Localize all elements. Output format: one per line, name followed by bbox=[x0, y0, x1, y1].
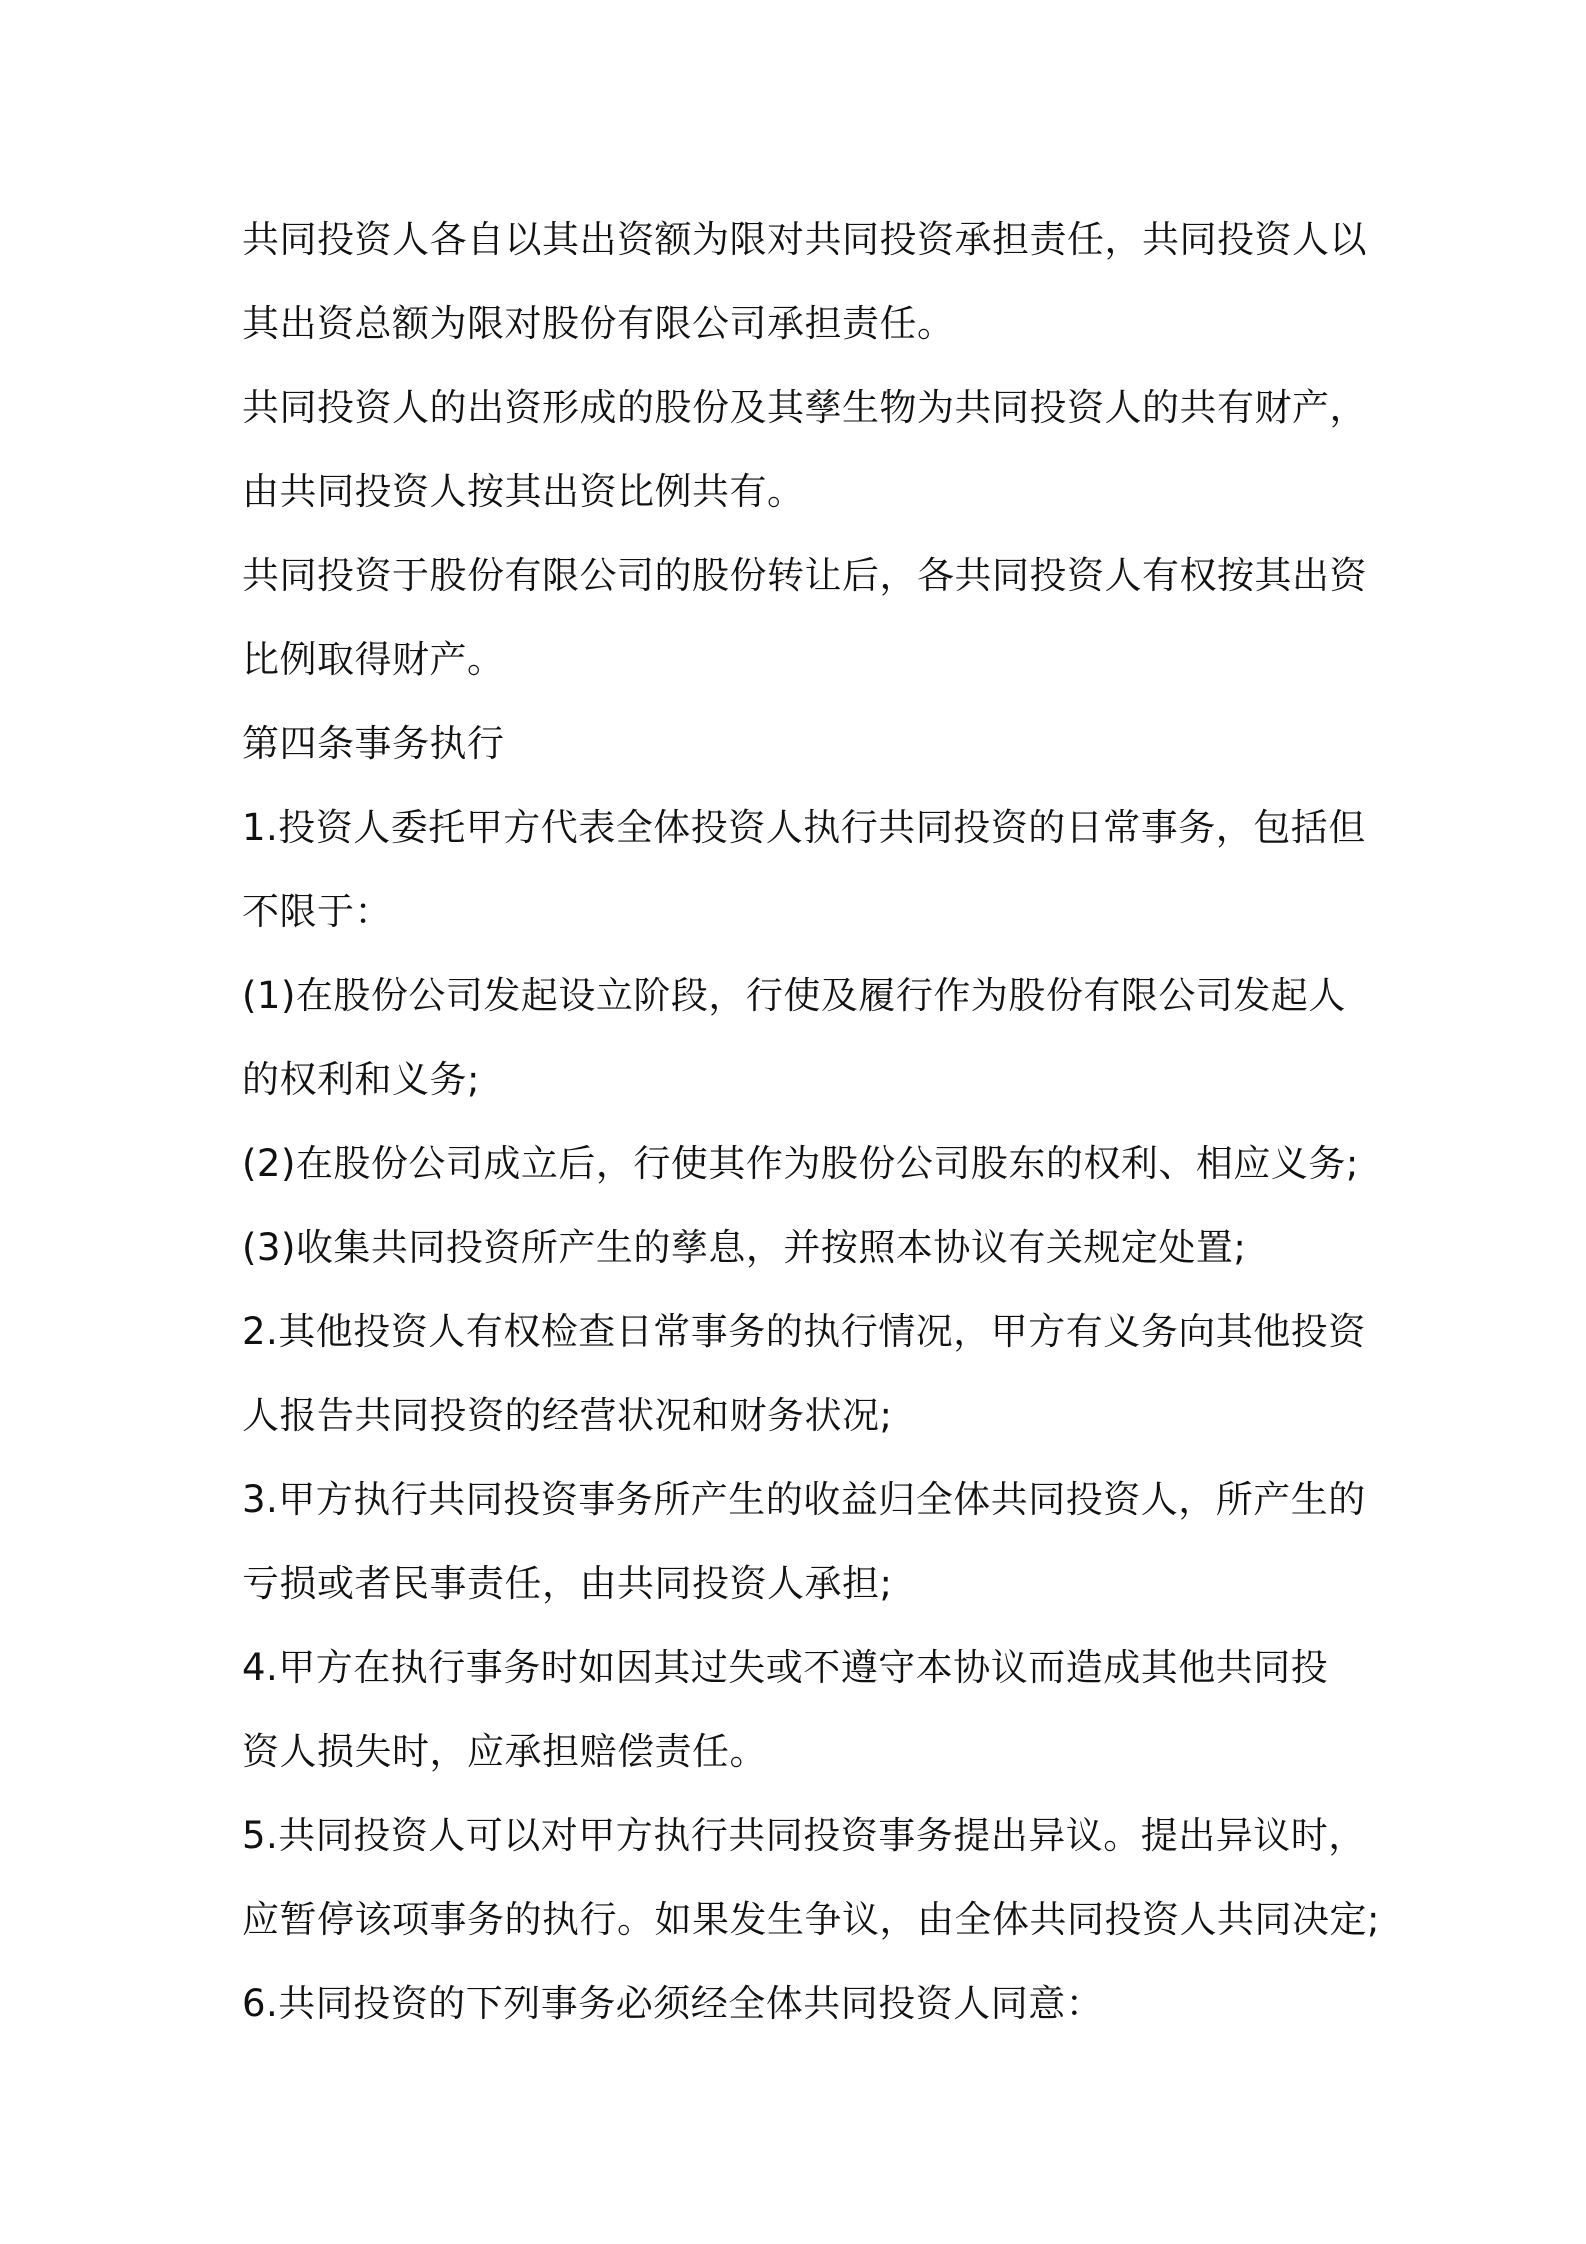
text-line: 不限于： bbox=[242, 890, 392, 933]
text-line: 4.甲方在执行事务时如因其过失或不遵守本协议而造成其他共同投 bbox=[242, 1646, 1329, 1689]
document-body bbox=[242, 198, 1380, 2046]
text-line: 2.其他投资人有权检查日常事务的执行情况，甲方有义务向其他投资 bbox=[242, 1310, 1366, 1353]
text-line: 共同投资人各自以其出资额为限对共同投资承担责任，共同投资人以 bbox=[242, 218, 1367, 261]
text-line: 亏损或者民事责任，由共同投资人承担; bbox=[242, 1562, 893, 1605]
text-line: 人报告共同投资的经营状况和财务状况; bbox=[242, 1394, 893, 1437]
text-line: (1)在股份公司发起设立阶段，行使及履行作为股份有限公司发起人 bbox=[242, 974, 1346, 1017]
text-line: 比例取得财产。 bbox=[242, 638, 505, 681]
text-line: 1.投资人委托甲方代表全体投资人执行共同投资的日常事务，包括但 bbox=[242, 806, 1366, 849]
text-line: 共同投资于股份有限公司的股份转让后，各共同投资人有权按其出资 bbox=[242, 554, 1367, 597]
text-line: 其出资总额为限对股份有限公司承担责任。 bbox=[242, 302, 955, 345]
text-line: 共同投资人的出资形成的股份及其孳生物为共同投资人的共有财产， bbox=[242, 386, 1367, 429]
section-heading: 第四条事务执行 bbox=[242, 722, 505, 765]
text-line: 5.共同投资人可以对甲方执行共同投资事务提出异议。提出异议时， bbox=[242, 1814, 1366, 1857]
text-line: 的权利和义务; bbox=[242, 1058, 480, 1101]
text-line: 6.共同投资的下列事务必须经全体共同投资人同意： bbox=[242, 1982, 1104, 2025]
text-line: (3)收集共同投资所产生的孳息，并按照本协议有关规定处置; bbox=[242, 1226, 1247, 1269]
text-line: (2)在股份公司成立后，行使其作为股份公司股东的权利、相应义务; bbox=[242, 1142, 1359, 1185]
text-line: 应暂停该项事务的执行。如果发生争议，由全体共同投资人共同决定; bbox=[242, 1898, 1380, 1941]
text-line: 资人损失时，应承担赔偿责任。 bbox=[242, 1730, 767, 1773]
text-line: 由共同投资人按其出资比例共有。 bbox=[242, 470, 805, 513]
text-line: 3.甲方执行共同投资事务所产生的收益归全体共同投资人，所产生的 bbox=[242, 1478, 1366, 1521]
